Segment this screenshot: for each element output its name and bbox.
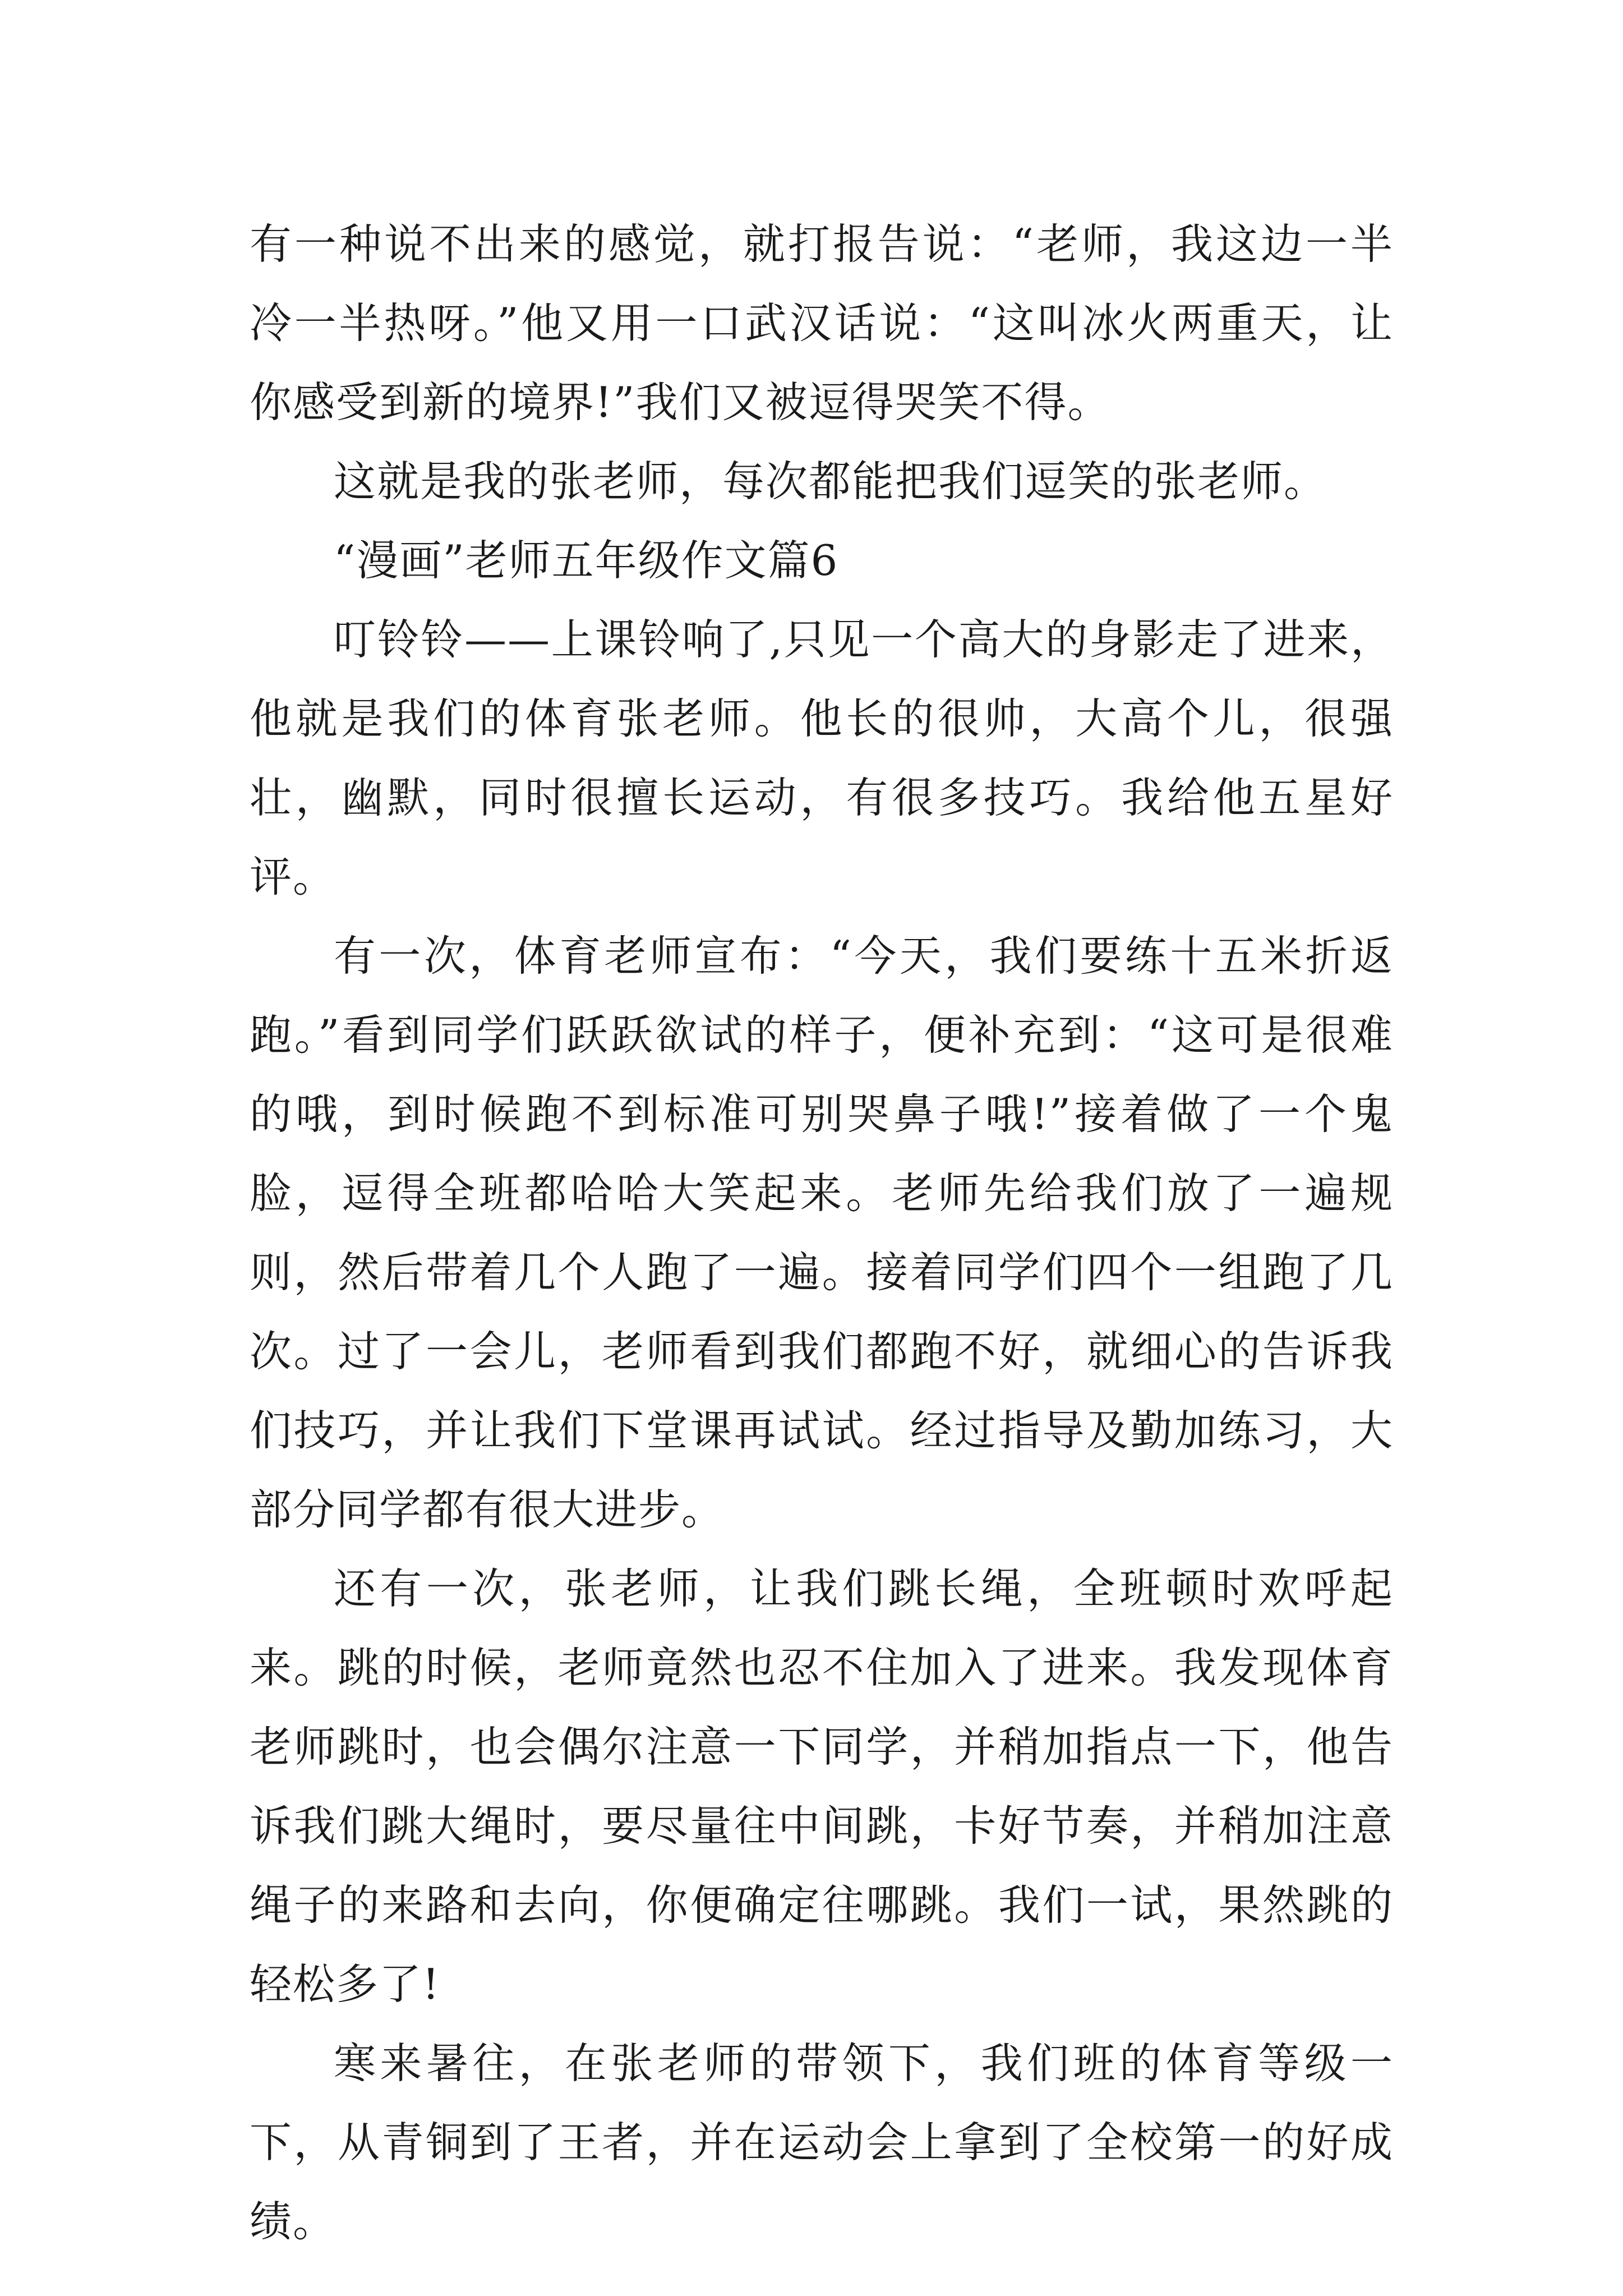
paragraph-shuttle-run: 有一次，体育老师宣布：“今天，我们要练十五米折返跑。”看到同学们跃跃欲试的样子，便补充到：“这可是很难的哦，到时候跑不到标准可别哭鼻子哦!”接着做了一个鬼脸，逗得全班都哈哈大笑起来。老师先给我们放了一遍规则，然后带着几个人跑了一遍。接着同学们四个一组跑了几次。过了一会儿，老师看到我们都跑不好，就细心的告诉我们技巧，并让我们下堂课再试试。经过指导及勤加练习，大部分同学都有很大进步。 — [250, 931, 1394, 1534]
paragraph-intro: 叮铃铃——上课铃响了,只见一个高大的身影走了进来，他就是我们的体育张老师。他长的很帅，大高个儿，很强壮，幽默，同时很擅长运动，有很多技巧。我给他五星好评。 — [250, 615, 1394, 901]
paragraph-summary: 这就是我的张老师，每次都能把我们逗笑的张老师。 — [334, 457, 1327, 506]
essay-heading: “漫画”老师五年级作文篇6 — [334, 536, 839, 585]
document-body — [250, 205, 1394, 2261]
paragraph-continuation: 有一种说不出来的感觉，就打报告说：“老师，我这边一半冷一半热呀。”他又用一口武汉话说：“这叫冰火两重天，让你感受到新的境界!”我们又被逗得哭笑不得。 — [250, 219, 1394, 427]
paragraph-long-rope: 还有一次，张老师，让我们跳长绳，全班顿时欢呼起来。跳的时候，老师竟然也忍不住加入了进来。我发现体育老师跳时，也会偶尔注意一下同学，并稍加指点一下，他告诉我们跳大绳时，要尽量往中间跳，卡好节奏，并稍加注意绳子的来路和去向，你便确定往哪跳。我们一试，果然跳的轻松多了! — [250, 1564, 1394, 2009]
paragraph-conclusion: 寒来暑往，在张老师的带领下，我们班的体育等级一下，从青铜到了王者，并在运动会上拿到了全校第一的好成绩。 — [250, 2039, 1394, 2246]
